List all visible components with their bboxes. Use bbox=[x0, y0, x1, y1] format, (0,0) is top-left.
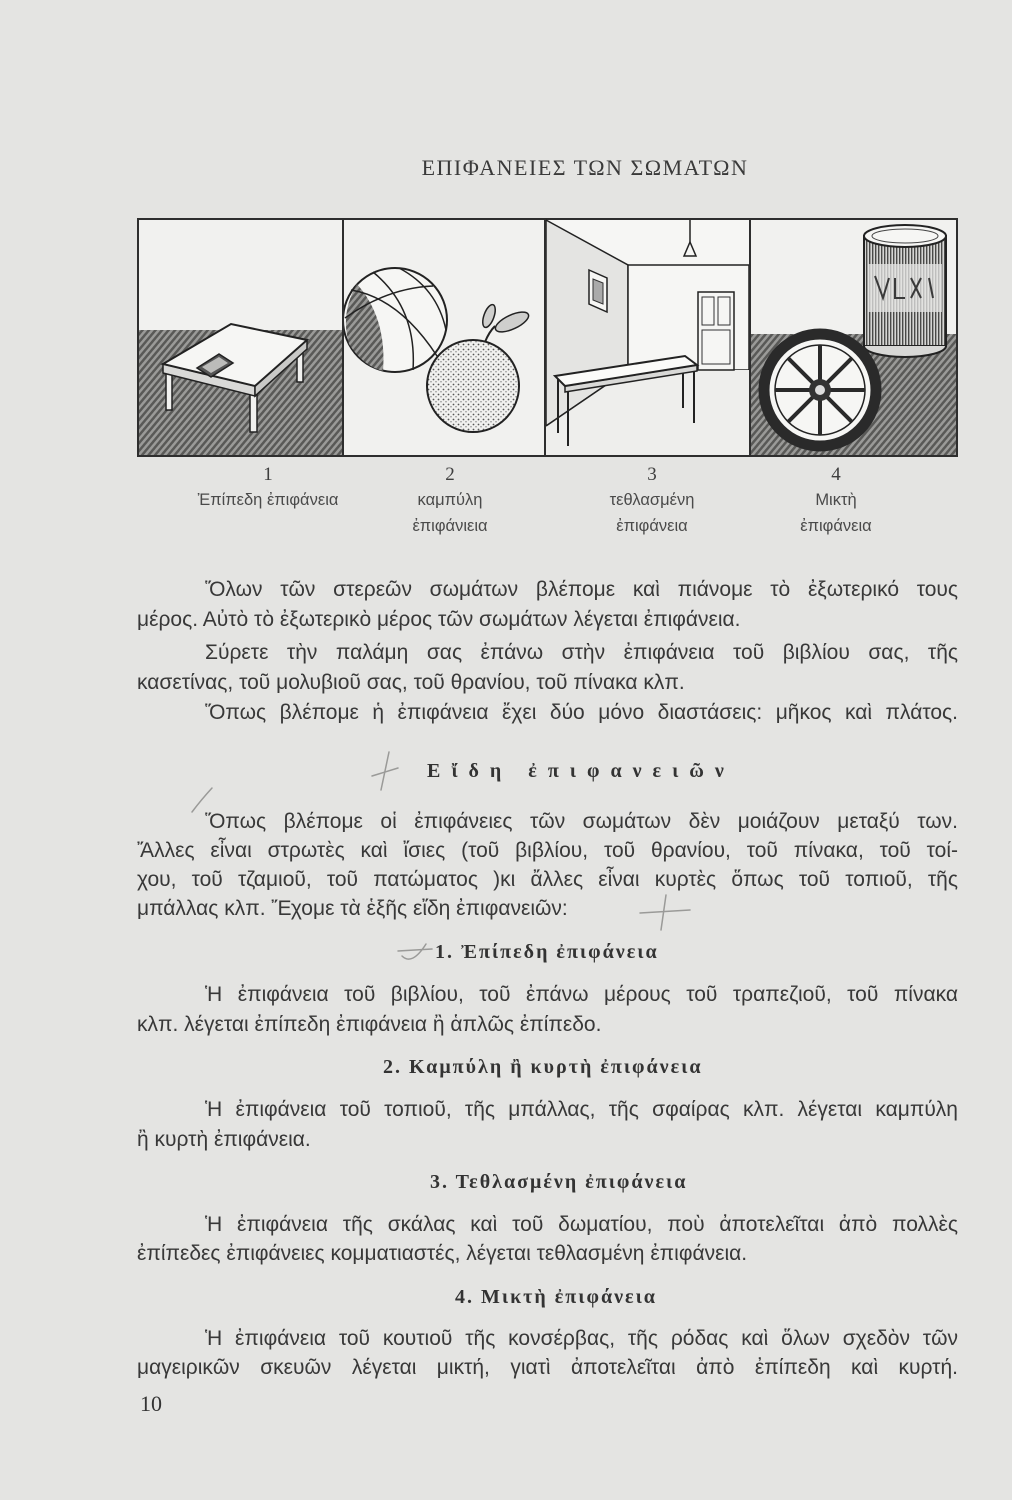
figure-caption-line: ἐπιφάνεια bbox=[616, 517, 688, 535]
paragraph-mixed bbox=[137, 1324, 958, 1382]
panel-flat-table bbox=[139, 324, 343, 455]
text-line: μαγειρικῶν σκευῶν λέγεται μικτή, γιατὶ ἀποτελεῖται ἀπὸ ἐπίπεδη καὶ κυρτή. bbox=[137, 1356, 958, 1379]
text-line: Ἡ ἐπιφάνεια τοῦ βιβλίου, τοῦ ἐπάνω μέρους τοῦ τραπεζιοῦ, τοῦ πίνακα bbox=[205, 983, 958, 1006]
intro-paragraph-3 bbox=[137, 698, 958, 728]
text-line: ἐπίπεδες ἐπιφάνειες κομματιαστές, λέγεται τεθλασμένη ἐπιφάνεια. bbox=[137, 1242, 748, 1265]
intro-paragraph-1 bbox=[137, 575, 958, 635]
figure-number: 2 bbox=[445, 464, 455, 485]
text-line: ἢ κυρτὴ ἐπιφάνεια. bbox=[137, 1128, 311, 1151]
figure-number: 4 bbox=[831, 464, 841, 485]
paragraph-flat bbox=[137, 980, 958, 1040]
figure-caption-line: τεθλασμένη bbox=[609, 491, 695, 509]
text-line: μπάλλας κλπ. Ἔχομε τὰ ἑξῆς εἴδη ἐπιφανειῶν: bbox=[137, 897, 568, 920]
figure-caption-line: καμπύλη bbox=[417, 491, 483, 509]
figure-caption-2 bbox=[340, 463, 560, 539]
section-heading: Εἴδη ἐπιφανειῶν bbox=[427, 760, 735, 782]
figure-number: 1 bbox=[263, 464, 273, 485]
subheading-mixed: 4. Μικτὴ ἐπιφάνεια bbox=[455, 1286, 657, 1308]
text-line: Ὅπως βλέπομε οἱ ἐπιφάνειες τῶν σωμάτων δὲν μοιάζουν μεταξύ των. bbox=[205, 810, 958, 833]
panel-broken-room bbox=[546, 220, 749, 455]
figure-caption-4 bbox=[726, 463, 946, 539]
text-line: Ὅπως βλέπομε ἡ ἐπιφάνεια ἔχει δύο μόνο διαστάσεις: μῆκος καὶ πλάτος. bbox=[205, 701, 958, 724]
text-line: Ἡ ἐπιφάνεια τῆς σκάλας καὶ τοῦ δωματίου, ποὺ ἀποτελεῖται ἀπὸ πολλὲς bbox=[205, 1213, 958, 1236]
text-line: χου, τοῦ τζαμιοῦ, τοῦ πατώματος )κι ἄλλες εἶναι κυρτὲς ὅπως τοῦ τοπιοῦ, τῆς bbox=[137, 868, 958, 891]
text-line: κλπ. λέγεται ἐπίπεδη ἐπιφάνεια ἢ ἁπλῶς ἐπίπεδο. bbox=[137, 1013, 602, 1036]
types-intro-paragraph bbox=[137, 807, 958, 923]
text-line: Ἡ ἐπιφάνεια τοῦ τοπιοῦ, τῆς μπάλλας, τῆς σφαίρας κλπ. λέγεται καμπύλη bbox=[205, 1098, 958, 1121]
paragraph-curved bbox=[137, 1095, 958, 1155]
text-line: Ἄλλες εἶναι στρωτὲς καὶ ἴσιες (τοῦ βιβλίου, τοῦ θρανίου, τοῦ πίνακα, τοῦ τοί- bbox=[137, 839, 958, 862]
figure-caption-line: Μικτὴ bbox=[815, 491, 857, 509]
text-line: Ὅλων τῶν στερεῶν σωμάτων βλέπομε καὶ πιάνομε τὸ ἐξωτερικό τους bbox=[205, 578, 958, 601]
figure-caption-line: ἐπιφάνεια bbox=[800, 517, 872, 535]
figure-caption-line: Ἐπίπεδη ἐπιφάνεια bbox=[197, 491, 339, 509]
text-line: Σύρετε τὴν παλάμη σας ἐπάνω στὴν ἐπιφάνεια τοῦ βιβλίου σας, τῆς bbox=[205, 641, 958, 664]
page-number: 10 bbox=[140, 1391, 162, 1416]
text-line: μέρος. Αὐτὸ τὸ ἐξωτερικὸ μέρος τῶν σωμάτων λέγεται ἐπιφάνεια. bbox=[137, 608, 741, 631]
subheading-broken: 3. Τεθλασμένη ἐπιφάνεια bbox=[430, 1171, 688, 1193]
text-line: Ἡ ἐπιφάνεια τοῦ κουτιοῦ τῆς κονσέρβας, τῆς ρόδας καὶ ὅλων σχεδὸν τῶν bbox=[205, 1327, 958, 1350]
surfaces-illustration bbox=[137, 218, 958, 457]
page-title: ΕΠΙΦΑΝΕΙΕΣ ΤΩΝ ΣΩΜΑΤΩΝ bbox=[421, 155, 749, 180]
figure-caption-line: ἐπιφάνιεια bbox=[412, 517, 488, 535]
paragraph-broken bbox=[137, 1210, 958, 1268]
subheading-curved: 2. Καμπύλη ἢ κυρτὴ ἐπιφάνεια bbox=[383, 1056, 703, 1078]
figure-number: 3 bbox=[647, 464, 657, 485]
text-line: κασετίνας, τοῦ μολυβιοῦ σας, τοῦ θρανίου, τοῦ πίνακα κλπ. bbox=[137, 671, 685, 694]
intro-paragraph-2 bbox=[137, 638, 958, 698]
subheading-flat: 1. Ἐπίπεδη ἐπιφάνεια bbox=[435, 941, 659, 963]
